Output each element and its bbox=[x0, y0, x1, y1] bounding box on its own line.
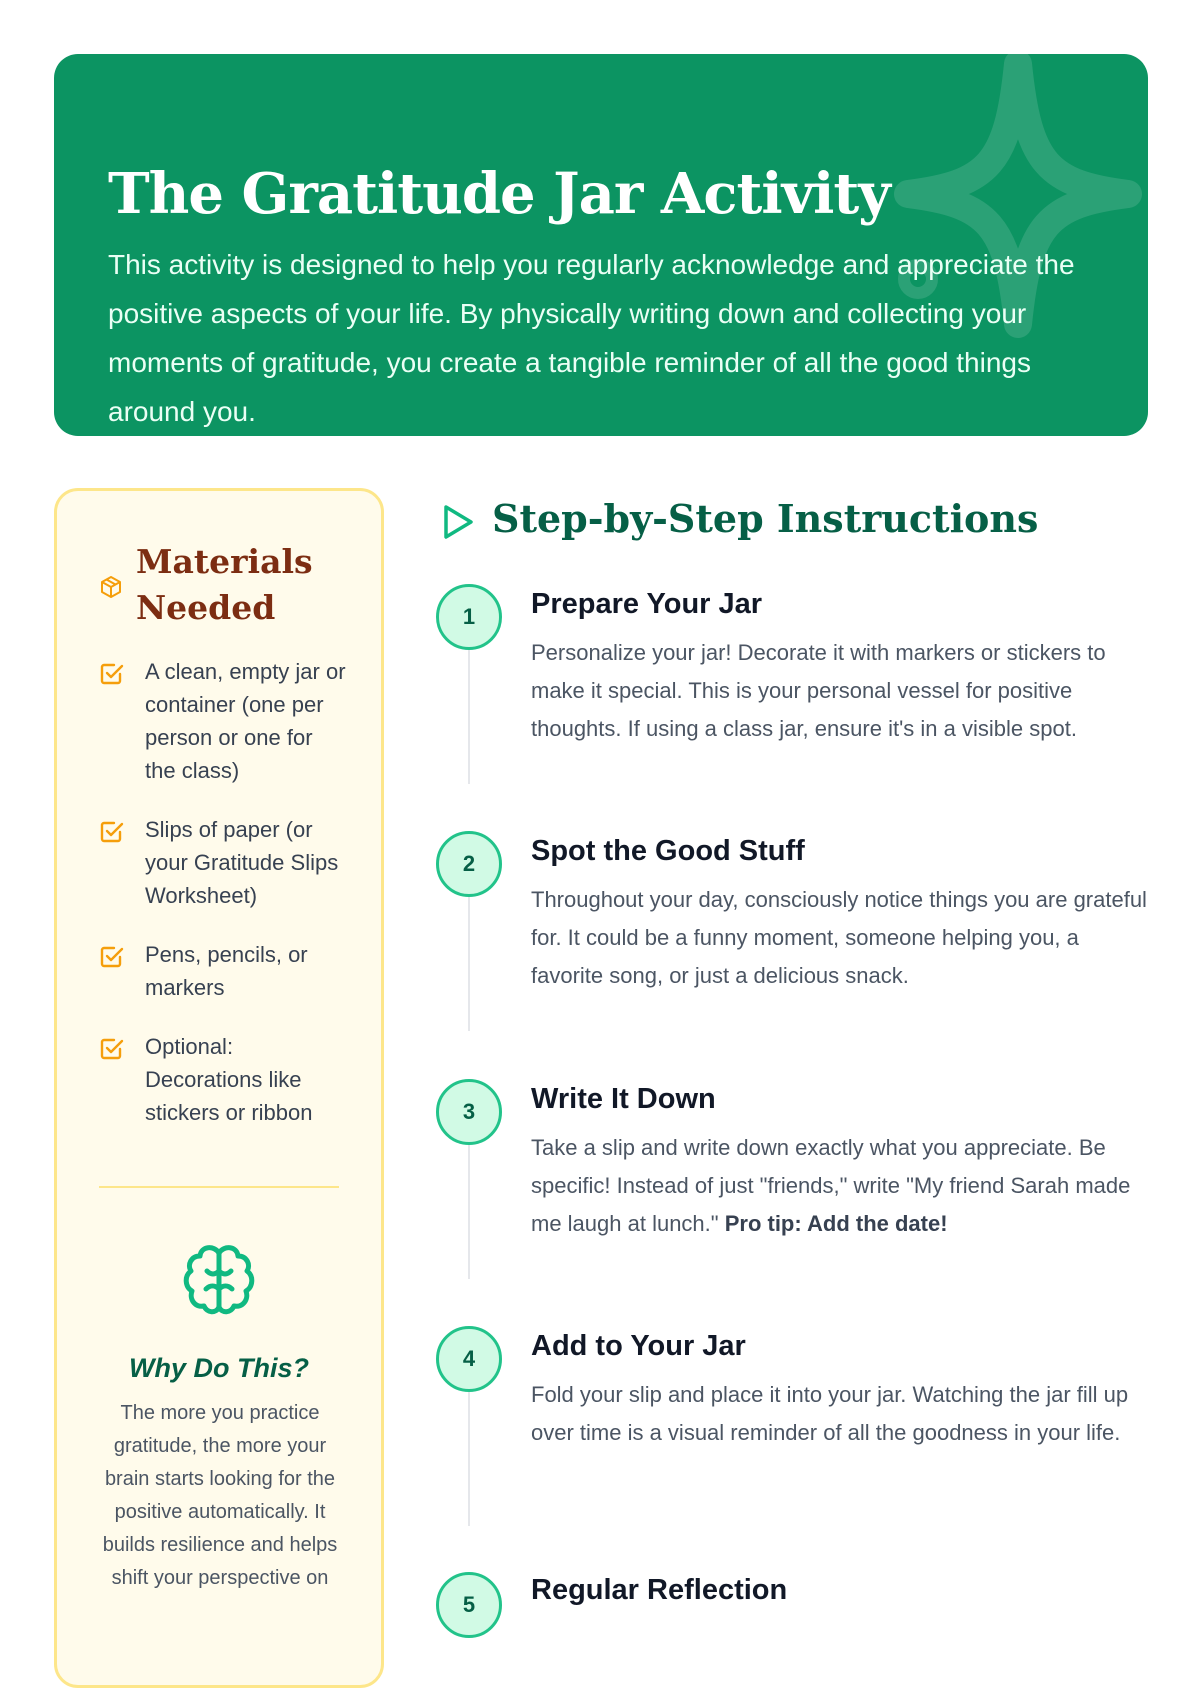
divider bbox=[99, 1186, 339, 1188]
checkbox-icon bbox=[99, 1036, 125, 1062]
step-description bbox=[531, 634, 1151, 748]
checkbox-icon bbox=[99, 819, 125, 845]
material-text: Optional: Decorations like stickers or ribbon bbox=[145, 1034, 313, 1125]
list-item bbox=[99, 1030, 349, 1129]
step-text: Take a slip and write down exactly what you appreciate. Be specific! Instead of just "friends," write "My friend Sarah made me laugh at lunch." bbox=[531, 1135, 1131, 1236]
materials-header bbox=[99, 539, 359, 639]
list-item bbox=[99, 655, 349, 787]
material-text: A clean, empty jar or container (one per person or one for the class) bbox=[145, 659, 346, 783]
material-text: Pens, pencils, or markers bbox=[145, 942, 308, 1000]
step-description bbox=[531, 1376, 1151, 1452]
step-description bbox=[531, 1129, 1151, 1243]
step-connector bbox=[468, 897, 470, 1031]
step-title: Regular Reflection bbox=[531, 1574, 788, 1606]
step-text: Throughout your day, consciously notice things you are grateful for. It could be a funny moment, someone helping you, a favorite song, or just a delicious snack. bbox=[531, 887, 1147, 988]
step-item bbox=[436, 831, 1156, 1071]
list-item bbox=[99, 813, 349, 912]
step-number: 1 bbox=[436, 584, 502, 650]
checkbox-icon bbox=[99, 661, 125, 687]
step-connector bbox=[468, 1392, 470, 1526]
step-description bbox=[531, 881, 1151, 995]
step-number: 2 bbox=[436, 831, 502, 897]
step-connector bbox=[468, 1145, 470, 1279]
instructions-title: Step-by-Step Instructions bbox=[492, 496, 1039, 541]
play-icon bbox=[440, 502, 476, 542]
step-item bbox=[436, 1572, 1156, 1617]
why-text: The more you practice gratitude, the more your brain starts looking for the positive automatically. It builds resilience and helps shift your perspective on bbox=[102, 1402, 338, 1589]
step-item bbox=[436, 1326, 1156, 1566]
step-tip: Pro tip: Add the date! bbox=[724, 1211, 948, 1236]
materials-sidebar bbox=[54, 488, 384, 1688]
step-item bbox=[436, 584, 1156, 824]
page-title: The Gratitude Jar Activity bbox=[108, 161, 890, 227]
step-title: Prepare Your Jar bbox=[531, 588, 763, 620]
step-title: Write It Down bbox=[531, 1083, 716, 1115]
step-number: 3 bbox=[436, 1079, 502, 1145]
step-title: Spot the Good Stuff bbox=[531, 835, 805, 867]
step-text: Fold your slip and place it into your jar. Watching the jar fill up over time is a visual reminder of all the goodness in your life. bbox=[531, 1382, 1129, 1445]
step-text: Personalize your jar! Decorate it with markers or stickers to make it special. This is your personal vessel for positive thoughts. If using a class jar, ensure it's in a visible spot. bbox=[531, 640, 1106, 741]
step-item bbox=[436, 1079, 1156, 1319]
hero-description: This activity is designed to help you regularly acknowledge and appreciate the positive aspects of your life. By physically writing down and collecting your moments of gratitude, you create a tangible reminder of all the good things around you. bbox=[108, 249, 1075, 427]
step-title: Add to Your Jar bbox=[531, 1330, 746, 1362]
checkbox-icon bbox=[99, 944, 125, 970]
step-number: 5 bbox=[436, 1572, 502, 1638]
brain-icon bbox=[181, 1241, 257, 1317]
materials-title: Materials Needed bbox=[136, 542, 313, 627]
hero-banner bbox=[54, 54, 1148, 436]
material-text: Slips of paper (or your Gratitude Slips Worksheet) bbox=[145, 817, 339, 908]
cube-icon bbox=[99, 575, 123, 599]
list-item bbox=[99, 938, 349, 1004]
step-connector bbox=[468, 650, 470, 784]
why-title: Why Do This? bbox=[129, 1353, 309, 1383]
step-number: 4 bbox=[436, 1326, 502, 1392]
materials-list bbox=[99, 655, 349, 1129]
